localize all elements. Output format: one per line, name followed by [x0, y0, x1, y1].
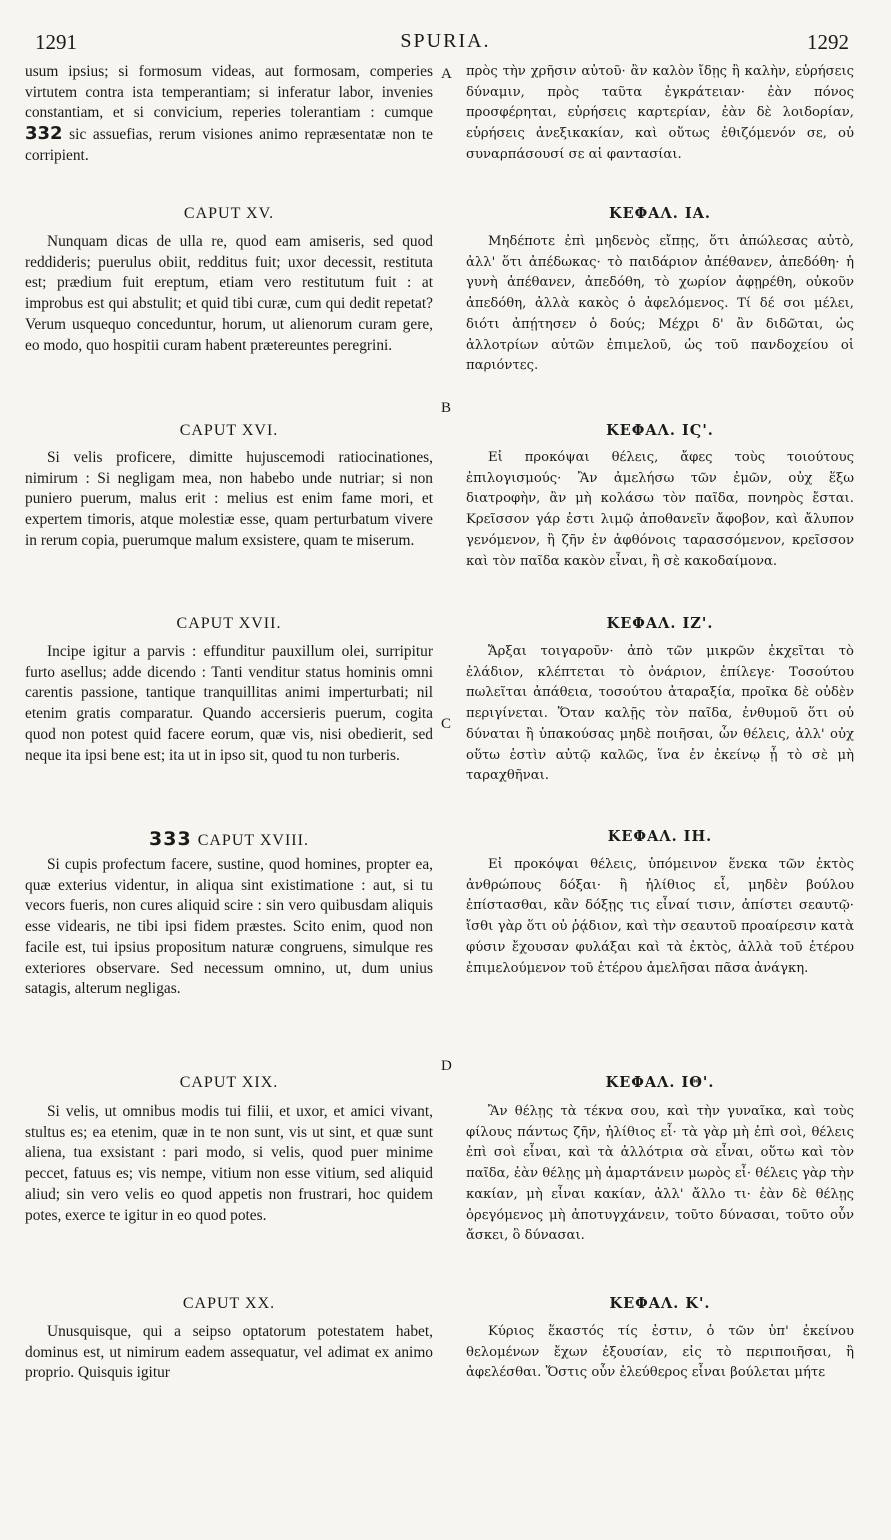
- margin-letter-c: C: [441, 716, 452, 732]
- kephal-16-text: Εἰ προκόψαι θέλεις, ἄφες τοὺς τοιούτους ἐπιλογισμούς· Ἂν ἀμελήσω τῶν ἐμῶν, οὐχ ἕξω διατροφὴν, ἂν μὴ κολάσω τὸν παῖδα, πονηρὸς ἔσται. Κρεῖσσον γάρ ἐστι λιμῷ ἀποθανεῖν ἄφοβον, καὶ ἄλυπον γενόμενον, ἢ ζῆν ἐν ἀφθόνοις ταρασσόμενον, κρεῖσσον καὶ τὸν παῖδα κακὸν εἶναι, ἢ σὲ κακοδαίμονα.: [466, 450, 854, 569]
- caput-xviii: [25, 855, 433, 1000]
- caput-xviii-text: Si cupis profectum facere, sustine, quod homines, propter ea, quæ exterius videntur, in aliqua sint existimatione : aut, si tu vecors fueris, non cures aliquid scire : sin vero quibusdam aliquis esse videaris, ne tibi ipsi fidem præstes. Scito enim, quod non facile est, tui ipsius propositum naturæ congruens, simulque res exteriores observare. Sed necessum omnino, ut, dum unius satagis, alterum negligas.: [25, 856, 433, 998]
- kephal-17-text: Ἄρξαι τοιγαροῦν· ἀπὸ τῶν μικρῶν ἐκχεῖται τὸ ἐλάδιον, κλέπτεται τὸ ὀνάριον, ἐπίλεγε· Τοσούτου πωλεῖται ἀπάθεια, τοσούτου ἀταραξία, προῖκα δὲ οὐδὲν περιγίνεται. Ὅταν καλῇς τὸν παῖδα, ἐνθυμοῦ ὅτι οὐ δύναται ἢ ὑπακούσας μηδὲ ποιῆσαι, ὧν θέλεις, ἀλλ' οὐχ οὕτω ἐστὶν αὐτῷ καλῶς, ἵνα ἐν ἐκείνῳ ᾖ τὸ σὲ μὴ ταραχθῆναι.: [466, 644, 854, 784]
- caput-xx-heading: CAPUT XX.: [182, 1295, 276, 1312]
- running-title: SPURIA.: [400, 30, 491, 52]
- kephal-17: [466, 642, 854, 787]
- right-page-number: 1292: [807, 30, 849, 54]
- margin-letter-a: A: [441, 66, 452, 82]
- kephal-16-heading: ΚΕΦΑΛ. ΙϚ'.: [606, 422, 714, 439]
- kephal-17-heading: ΚΕΦΑΛ. ΙΖ'.: [606, 615, 714, 632]
- kephal-20: [466, 1322, 854, 1384]
- kephal-18-text: Εἰ προκόψαι θέλεις, ὑπόμεινον ἕνεκα τῶν ἐκτὸς ἀνθρώπους δόξαι· ἢ ἠλίθιος εἶ, μηδὲν βούλου ἐπίστασθαι, κἂν δόξῃς τις εἶναί τισιν, ἀπίστει σεαυτῷ· ἴσθι γὰρ ὅτι οὐ ῥᾴδιον, καὶ τὴν σεαυτοῦ προαίρεσιν κατὰ φύσιν ἔχουσαν φυλάξαι καὶ τὰ ἐκτὸς, ἀλλὰ τοῦ ἑτέρου ἐπιμελούμενον τοῦ ἑτέρου ἀμελῆσαι πᾶσα ἀνάγκη.: [466, 857, 854, 976]
- latin-intro-text: usum ipsius; si formosum videas, aut formosam, comperies virtutem contra ista temperantiam; si inferatur labor, invenies constantiam, et si convicium, reperies tolerantiam : cumque 332 sic assuefias, rerum visiones animo repræsentatæ non te corripient.: [25, 63, 433, 164]
- caput-xv-heading: CAPUT XV.: [183, 205, 275, 222]
- caput-xix-text: Si velis, ut omnibus modis tui filii, et uxor, et amici vivant, stultus es; ea etenim, quæ in te non sunt, vis ut sint, et quæ sunt aliena, tua exsistant : pari modo, si velis, quod puer minime peccet, fatuus es; vis nempe, vitium non esse vitium, sed aliquid aliud; sin vero velis eo quod appetis non frustrari, hoc quidem potes, exerce te igitur in eo quod potes.: [25, 1103, 433, 1224]
- kephal-20-heading: ΚΕΦΑΛ. Κ'.: [609, 1295, 711, 1312]
- greek-intro-text: πρὸς τὴν χρῆσιν αὐτοῦ· ἂν καλὸν ἴδῃς ἢ καλὴν, εὑρήσεις δύναμιν, πρὸς ταῦτα ἐγκράτειαν· ἐὰν πόνος προσφέρηται, εὑρήσεις καρτερίαν, ἐὰν δὲ λοιδορίαν, εὑρήσεις ἀνεξικακίαν, καὶ οὕτως ἐθιζόμενόν σε, οὐ συναρπάσουσί σε αἱ φαντασίαι.: [466, 64, 854, 162]
- caput-xvii: [25, 642, 433, 766]
- caput-xv: [25, 232, 433, 356]
- caput-xvi: [25, 448, 433, 552]
- caput-xix-heading: CAPUT XIX.: [179, 1074, 279, 1091]
- caput-xvii-text: Incipe igitur a parvis : effunditur pauxillum olei, surripitur furto asellus; adde dicendo : Tanti venditur status hominis omni carentis passione, tantique tranquillitas animi imperturbati; nil etenim gratis comparatur. Quando accersieris puerum, cogita quod non potest quid facere eorum, quæ vis, nisi obedierit, sed neque ita ipsi bene est; ita ut in ipso sit, quod tu non turberis.: [25, 643, 433, 764]
- margin-letter-b: B: [441, 400, 452, 416]
- kephal-19-heading: ΚΕΦΑΛ. ΙΘ'.: [605, 1074, 715, 1091]
- column-number-333: 333: [149, 828, 192, 850]
- caput-xx: [25, 1322, 433, 1384]
- greek-intro: [466, 62, 854, 166]
- caput-xix: [25, 1102, 433, 1226]
- caput-xx-text: Unusquisque, qui a seipso optatorum potestatem habet, dominus est, ut nimirum eadem assequatur, vel adimat ex animo proprio. Quisquis igitur: [25, 1323, 433, 1382]
- caput-xviii-heading: 333 CAPUT XVIII.: [149, 828, 309, 850]
- column-number-332: 332: [25, 123, 63, 145]
- caput-xvi-text: Si velis proficere, dimitte hujuscemodi ratiocinationes, nimirum : Si negligam mea, non habebo unde nutriar; si non puniero puerum, malus erit : melius est enim fame mori, et expertem timoris, atque molestiæ esse, quam perturbatum vivere in rerum copia, puerumque malum exsistere, quam te miserum.: [25, 449, 433, 549]
- caput-xvii-heading: CAPUT XVII.: [176, 615, 282, 632]
- left-page-number: 1291: [35, 30, 77, 54]
- kephal-16: [466, 448, 854, 572]
- caput-xvi-heading: CAPUT XVI.: [179, 422, 279, 439]
- page-header: [0, 30, 891, 60]
- kephal-19-text: Ἂν θέλῃς τὰ τέκνα σου, καὶ τὴν γυναῖκα, καὶ τοὺς φίλους πάντως ζῆν, ἠλίθιος εἶ· τὰ γὰρ μὴ ἐπὶ σοὶ, θέλεις ἐπὶ σοὶ εἶναι, καὶ τὰ ἀλλότρια σὰ εἶναι, οὕτω καὶ τὸν παῖδα, ἐὰν θέλῃς μὴ ἁμαρτάνειν μωρὸς εἶ· θέλεις γὰρ τὴν κακίαν, μὴ εἶναι κακίαν, ἀλλ' ἄλλο τι· ἐὰν δὲ θέλῃς ὀρεγόμενος μὴ ἀποτυγχάνειν, τοῦτο δύνασαι, τοῦτο οὖν ἄσκει, ὃ δύνασαι.: [466, 1104, 854, 1244]
- kephal-11-heading: ΚΕΦΑΛ. ΙΑ.: [609, 205, 711, 222]
- kephal-20-text: Κύριος ἕκαστός τίς ἐστιν, ὁ τῶν ὑπ' ἐκείνου θελομένων ἔχων ἐξουσίαν, εἰς τὸ περιποιῆσαι, ἢ ἀφελέσθαι. Ὅστις οὖν ἐλεύθερος εἶναι βούλεται μήτε: [466, 1324, 854, 1381]
- caput-xv-text: Nunquam dicas de ulla re, quod eam amiseris, sed quod reddideris; puerulus obiit, redditus fuit; uxor decessit, restituta est; prædium fuit ereptum, etiam vero restitutum fuit : at improbus est qui abstulit; et quid tibi curæ, cum qui dedit repetat? Verum usquequo conceduntur, horum, ut alienorum curam gere, eo modo, quo hospitii curam habent prætereuntes peregrini.: [25, 233, 433, 354]
- kephal-11-text: Μηδέποτε ἐπὶ μηδενὸς εἴπῃς, ὅτι ἀπώλεσας αὐτὸ, ἀλλ' ὅτι ἀπέδωκας· τὸ παιδάριον ἀπέθανεν, ἀπεδόθη· ἡ γυνὴ ἀπέθανεν, ἀπεδόθη, τὸ χωρίον ἀφῃρέθη, οὐκοῦν ἀπεδόθη, ἀλλὰ κακὸς ὁ ἀφελόμενος. Τί δέ σοι μέλει, διότι ἀπῄτησεν ὁ δούς; Μέχρι δ' ἂν διδῶται, ὡς ἀλλοτρίων αὐτῶν ἐπιμελοῦ, ὡς τοῦ πανδοχείου οἱ παριόντες.: [466, 234, 854, 374]
- kephal-19: [466, 1102, 854, 1247]
- kephal-18: [466, 855, 854, 979]
- kephal-18-heading: ΚΕΦΑΛ. ΙΗ.: [607, 828, 713, 845]
- kephal-11: [466, 232, 854, 377]
- latin-intro: [25, 62, 433, 167]
- margin-letter-d: D: [441, 1058, 452, 1074]
